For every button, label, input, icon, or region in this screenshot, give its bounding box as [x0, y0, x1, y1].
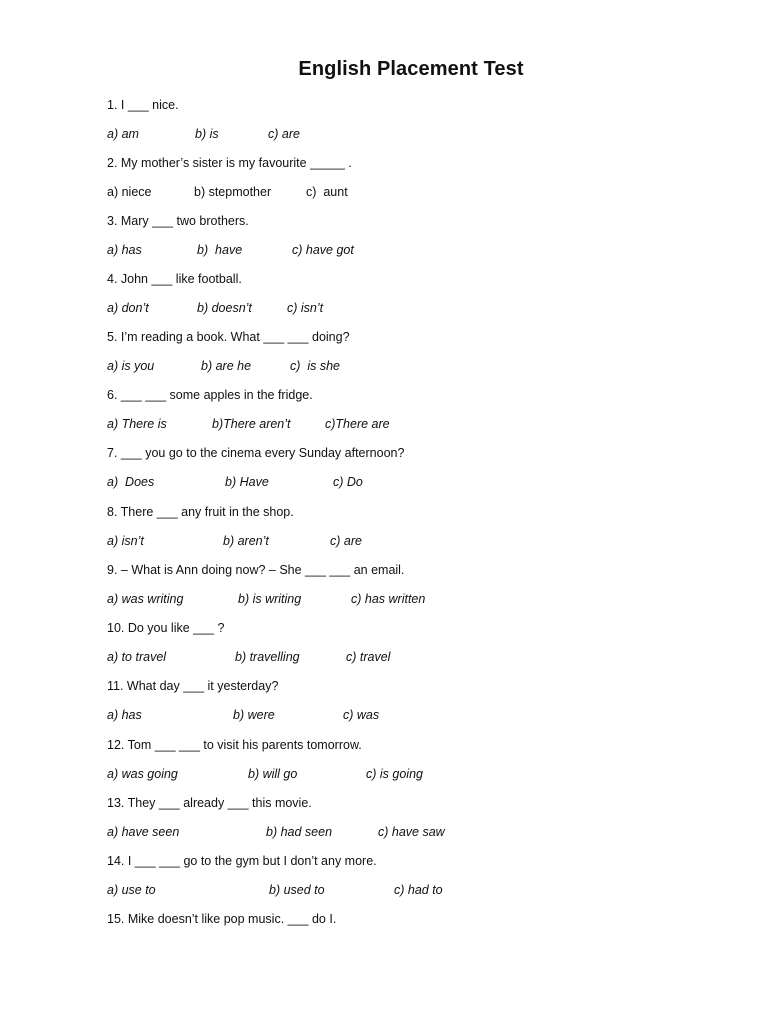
question-8: 8. There ___ any fruit in the shop. — [107, 505, 294, 519]
question-12-option-c: c) is going — [366, 767, 423, 781]
question-13-option-a: a) have seen — [107, 825, 180, 839]
question-5-option-c: c) is she — [290, 359, 341, 373]
question-4-option-a: a) don’t — [107, 301, 149, 315]
question-7-option-a: a) Does — [107, 475, 155, 489]
question-12-option-a: a) was going — [107, 767, 178, 781]
question-11-option-a: a) has — [107, 708, 142, 722]
question-11: 11. What day ___ it yesterday? — [107, 679, 279, 693]
question-10-option-b: b) travelling — [235, 650, 300, 664]
question-3-option-c: c) have got — [292, 243, 354, 257]
question-2-option-b: b) stepmother — [194, 185, 272, 199]
question-7: 7. ___ you go to the cinema every Sunday afternoon? — [107, 446, 405, 460]
question-14-option-c: c) had to — [394, 883, 443, 897]
question-12-option-b: b) will go — [248, 767, 298, 781]
question-13: 13. They ___ already ___ this movie. — [107, 796, 312, 810]
question-6-option-a: a) There is — [107, 417, 167, 431]
question-11-option-c: c) was — [343, 708, 380, 722]
question-1-option-a: a) am — [107, 127, 139, 141]
question-8-option-c: c) are — [330, 534, 362, 548]
question-12: 12. Tom ___ ___ to visit his parents tomorrow. — [107, 738, 362, 752]
question-2-option-a: a) niece — [107, 185, 152, 199]
question-1-option-c: c) are — [268, 127, 300, 141]
question-6: 6. ___ ___ some apples in the fridge. — [107, 388, 313, 402]
question-8-option-b: b) aren’t — [223, 534, 269, 548]
question-6-option-b: b)There aren’t — [212, 417, 291, 431]
question-7-option-b: b) Have — [225, 475, 269, 489]
question-4: 4. John ___ like football. — [107, 272, 242, 286]
question-4-option-c: c) isn’t — [287, 301, 324, 315]
question-14-option-b: b) used to — [269, 883, 325, 897]
question-10-option-a: a) to travel — [107, 650, 167, 664]
question-13-option-c: c) have saw — [378, 825, 445, 839]
question-14-option-a: a) use to — [107, 883, 156, 897]
question-9: 9. – What is Ann doing now? – She ___ ___ an email. — [107, 563, 405, 577]
question-10-option-c: c) travel — [346, 650, 391, 664]
question-6-option-c: c)There are — [325, 417, 390, 431]
question-5-option-a: a) is you — [107, 359, 155, 373]
question-2: 2. My mother’s sister is my favourite _____ . — [107, 156, 352, 170]
question-9-option-a: a) was writing — [107, 592, 184, 606]
question-3: 3. Mary ___ two brothers. — [107, 214, 249, 228]
question-15: 15. Mike doesn’t like pop music. ___ do I. — [107, 912, 337, 926]
question-10: 10. Do you like ___ ? — [107, 621, 225, 635]
question-11-option-b: b) were — [233, 708, 275, 722]
question-1-option-b: b) is — [195, 127, 219, 141]
page-title: English Placement Test — [298, 58, 524, 80]
question-14: 14. I ___ ___ go to the gym but I don’t any more. — [107, 854, 377, 868]
question-9-option-b: b) is writing — [238, 592, 302, 606]
question-2-option-c: c) aunt — [306, 185, 348, 199]
question-3-option-b: b) have — [197, 243, 243, 257]
question-8-option-a: a) isn’t — [107, 534, 144, 548]
question-1: 1. I ___ nice. — [107, 98, 179, 112]
question-4-option-b: b) doesn’t — [197, 301, 252, 315]
question-5: 5. I’m reading a book. What ___ ___ doing? — [107, 330, 350, 344]
question-7-option-c: c) Do — [333, 475, 363, 489]
question-9-option-c: c) has written — [351, 592, 426, 606]
question-3-option-a: a) has — [107, 243, 142, 257]
question-13-option-b: b) had seen — [266, 825, 333, 839]
question-5-option-b: b) are he — [201, 359, 252, 373]
